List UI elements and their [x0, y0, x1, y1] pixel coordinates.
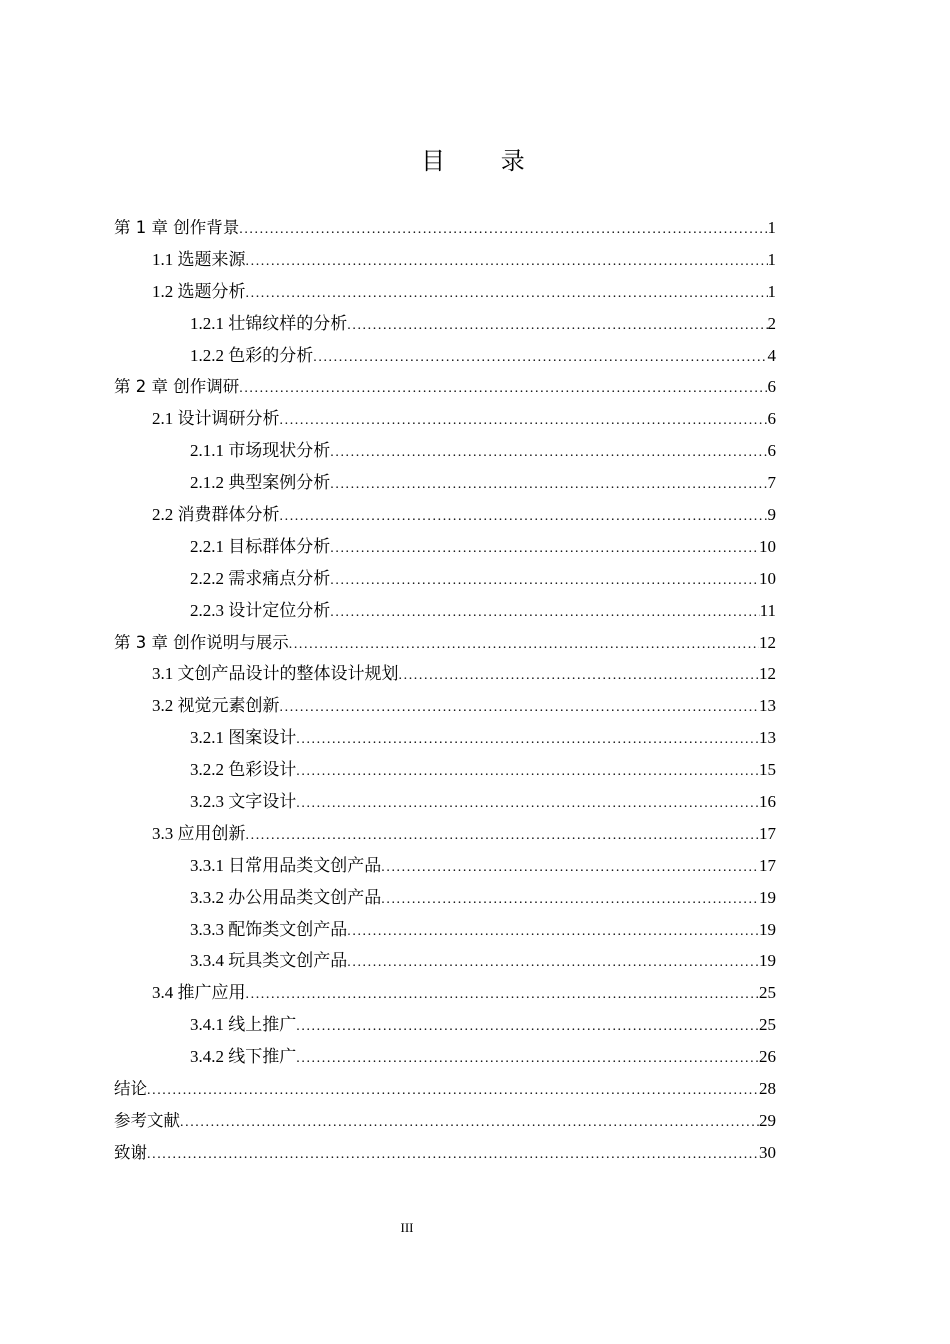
toc-entry-title: 3.3.1 日常用品类文创产品 [190, 855, 382, 875]
toc-dot-leader [296, 1011, 759, 1043]
toc-dot-leader [239, 373, 767, 405]
toc-dot-leader [330, 469, 767, 501]
toc-entry-page: 19 [759, 951, 776, 971]
toc-entry-title: 3.4.1 线上推广 [190, 1015, 297, 1035]
toc-dot-leader [313, 342, 767, 374]
toc-entry-title: 第 3 章 创作说明与展示 [114, 632, 289, 652]
toc-entry-title: 3.2.1 图案设计 [190, 728, 297, 748]
toc-entry[interactable] [114, 1137, 776, 1169]
toc-entry-title: 1.2.2 色彩的分析 [190, 345, 314, 365]
toc-dot-leader [347, 916, 759, 948]
toc-dot-leader [280, 692, 760, 724]
toc-entry-title: 2.2.3 设计定位分析 [190, 600, 331, 620]
toc-dot-leader [246, 246, 768, 278]
toc-dot-leader [330, 597, 759, 629]
toc-dot-leader [399, 660, 760, 692]
toc-entry[interactable] [114, 531, 776, 563]
toc-entry-page: 6 [767, 377, 776, 397]
toc-entry-page: 26 [759, 1047, 776, 1067]
toc-entry[interactable] [114, 945, 776, 977]
toc-entry-title: 1.2 选题分析 [152, 281, 246, 301]
toc-entry-page: 15 [759, 760, 776, 780]
toc-dot-leader [296, 788, 759, 820]
toc-entry-page: 11 [759, 600, 776, 620]
toc-entry[interactable] [114, 1041, 776, 1073]
toc-entry-page: 4 [767, 345, 776, 365]
toc-dot-leader [280, 405, 768, 437]
toc-entry[interactable] [114, 818, 776, 850]
toc-entry[interactable] [114, 435, 776, 467]
toc-dot-leader [330, 533, 759, 565]
toc-entry-page: 13 [759, 696, 776, 716]
toc-dot-leader [280, 501, 768, 533]
toc-entry[interactable] [114, 276, 776, 308]
toc-entry-title: 2.2 消费群体分析 [152, 505, 280, 525]
toc-entry-page: 1 [767, 218, 776, 237]
toc-dot-leader [246, 278, 768, 310]
toc-dot-leader [296, 724, 759, 756]
toc-entry-page: 28 [759, 1079, 776, 1099]
toc-entry-title: 3.3 应用创新 [152, 823, 246, 843]
toc-dot-leader [330, 565, 759, 597]
toc-entry-title: 2.1 设计调研分析 [152, 409, 280, 429]
toc-entry-page: 9 [767, 505, 776, 525]
toc-dot-leader [381, 884, 759, 916]
toc-entry[interactable] [114, 850, 776, 882]
toc-entry-title: 3.3.2 办公用品类文创产品 [190, 887, 382, 907]
toc-dot-leader [147, 1075, 759, 1107]
toc-entry-title: 致谢 [114, 1142, 147, 1162]
toc-entry-title: 3.2 视觉元素创新 [152, 696, 280, 716]
toc-entry[interactable] [114, 499, 776, 531]
toc-entry[interactable] [114, 467, 776, 499]
toc-entry-page: 12 [759, 632, 776, 652]
toc-entry-title: 3.4 推广应用 [152, 983, 246, 1003]
toc-entry[interactable] [114, 786, 776, 818]
toc-entry-title: 3.1 文创产品设计的整体设计规划 [152, 664, 399, 684]
toc-entry-title: 2.2.2 需求痛点分析 [190, 568, 331, 588]
toc-entry[interactable] [114, 371, 776, 403]
toc-entry[interactable] [114, 563, 776, 595]
toc-entry-page: 17 [759, 855, 776, 875]
toc-dot-leader [347, 947, 759, 979]
toc-dot-leader [330, 437, 767, 469]
toc-entry[interactable] [114, 977, 776, 1009]
toc-entry[interactable] [114, 308, 776, 340]
toc-entry[interactable] [114, 244, 776, 276]
toc-entry-title: 2.1.1 市场现状分析 [190, 441, 331, 461]
toc-entry[interactable] [114, 1105, 776, 1137]
toc-entry-page: 6 [767, 441, 776, 461]
toc-dot-leader [246, 820, 760, 852]
toc-entry-page: 19 [759, 919, 776, 939]
toc-entry[interactable] [114, 340, 776, 372]
toc-entry[interactable] [114, 627, 776, 659]
toc-entry-page: 12 [759, 664, 776, 684]
toc-dot-leader [296, 756, 759, 788]
toc-entry[interactable] [114, 1009, 776, 1041]
toc-entry[interactable] [114, 754, 776, 786]
toc-dot-leader [289, 629, 759, 661]
toc-entry-title: 3.2.3 文字设计 [190, 792, 297, 812]
toc-entry-page: 13 [759, 728, 776, 748]
toc-entry-page: 25 [759, 983, 776, 1003]
toc-entry-page: 17 [759, 823, 776, 843]
toc-entry-title: 3.3.3 配饰类文创产品 [190, 919, 348, 939]
toc-entry-page: 10 [759, 568, 776, 588]
toc-entry-page: 6 [767, 409, 776, 429]
toc-entry-title: 1.2.1 壮锦纹样的分析 [190, 313, 348, 333]
toc-entry-page: 16 [759, 792, 776, 812]
toc-entry-page: 10 [759, 536, 776, 556]
toc-entry-page: 1 [767, 249, 776, 269]
toc-entry-title: 第 2 章 创作调研 [114, 377, 240, 397]
page-title: 目 录 [421, 147, 549, 175]
toc-dot-leader [239, 214, 767, 246]
toc-entry[interactable] [114, 403, 776, 435]
toc-entry-title: 1.1 选题来源 [152, 249, 246, 269]
toc-entry[interactable] [114, 882, 776, 914]
toc-entry-page: 30 [759, 1142, 776, 1162]
toc-entry-page: 25 [759, 1015, 776, 1035]
toc-entry-title: 3.4.2 线下推广 [190, 1047, 297, 1067]
toc-dot-leader [347, 310, 767, 342]
toc-entry[interactable] [114, 1073, 776, 1105]
toc-dot-leader [246, 979, 760, 1011]
table-of-contents [114, 212, 776, 1169]
toc-dot-leader [296, 1043, 759, 1075]
toc-entry[interactable] [114, 658, 776, 690]
toc-entry[interactable] [114, 212, 776, 244]
toc-entry-page: 2 [767, 313, 776, 333]
toc-entry-title: 2.1.2 典型案例分析 [190, 473, 331, 493]
page-number: III [400, 1220, 414, 1235]
toc-entry[interactable] [114, 722, 776, 754]
toc-dot-leader [381, 852, 759, 884]
toc-entry-title: 参考文献 [114, 1110, 180, 1130]
toc-entry[interactable] [114, 914, 776, 946]
toc-entry-page: 7 [767, 473, 776, 493]
toc-entry[interactable] [114, 595, 776, 627]
toc-dot-leader [147, 1139, 759, 1171]
toc-entry-title: 3.2.2 色彩设计 [190, 760, 297, 780]
toc-entry-title: 2.2.1 目标群体分析 [190, 536, 331, 556]
toc-entry-title: 第 1 章 创作背景 [114, 218, 240, 237]
toc-entry-title: 3.3.4 玩具类文创产品 [190, 951, 348, 971]
toc-entry-page: 19 [759, 887, 776, 907]
toc-entry[interactable] [114, 690, 776, 722]
toc-entry-page: 1 [767, 281, 776, 301]
toc-entry-title: 结论 [114, 1079, 147, 1099]
toc-entry-page: 29 [759, 1110, 776, 1130]
toc-dot-leader [180, 1107, 759, 1139]
